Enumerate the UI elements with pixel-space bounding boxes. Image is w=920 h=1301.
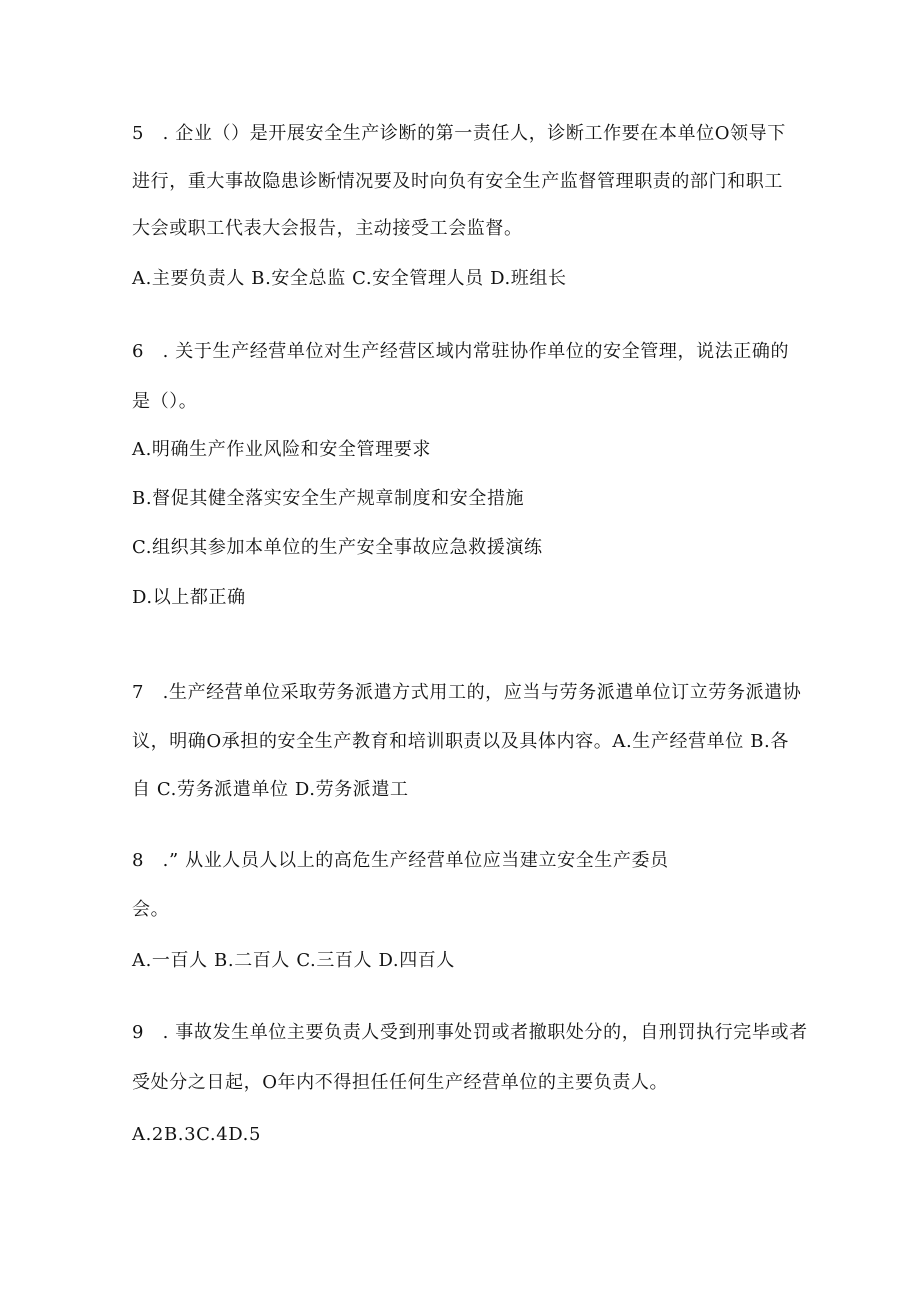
q8-line-1: 8 .” 从业人员人以上的高危生产经营单位应当建立安全生产委员 — [132, 850, 669, 871]
q6-line-1: 6 . 关于生产经营单位对生产经营区域内常驻协作单位的安全管理，说法正确的 — [132, 341, 790, 362]
q9-line-1: 9 . 事故发生单位主要负责人受到刑事处罚或者撤职处分的，自刑罚执行完毕或者 — [132, 1022, 808, 1043]
q6-option-d: D.以上都正确 — [132, 587, 246, 608]
q7-line-1: 7 .生产经营单位采取劳务派遣方式用工的，应当与劳务派遣单位订立劳务派遣协 — [132, 682, 802, 703]
q7-line-2: 议，明确O承担的安全生产教育和培训职责以及具体内容。A.生产经营单位 B.各 — [132, 731, 789, 752]
q9-line-2: 受处分之日起，O年内不得担任任何生产经营单位的主要负责人。 — [132, 1072, 669, 1093]
q5-line-1: 5 . 企业（）是开展安全生产诊断的第一责任人，诊断工作要在本单位O领导下 — [132, 123, 786, 144]
q7-line-3: 自 C.劳务派遣单位 D.劳务派遣工 — [132, 779, 409, 800]
q5-line-3: 大会或职工代表大会报告，主动接受工会监督。 — [132, 218, 523, 239]
q6-option-c: C.组织其参加本单位的生产安全事故应急救援演练 — [132, 537, 543, 558]
q6-option-a: A.明确生产作业风险和安全管理要求 — [132, 439, 431, 460]
q5-line-2: 进行，重大事故隐患诊断情况要及时向负有安全生产监督管理职责的部门和职工 — [132, 171, 783, 192]
q8-line-2: 会。 — [132, 899, 170, 920]
q5-options: A.主要负责人 B.安全总监 C.安全管理人员 D.班组长 — [132, 268, 567, 289]
q6-option-b: B.督促其健全落实安全生产规章制度和安全措施 — [132, 488, 525, 509]
q8-options: A.一百人 B.二百人 C.三百人 D.四百人 — [132, 950, 455, 971]
q9-options: A.2B.3C.4D.5 — [132, 1124, 262, 1145]
q6-line-2: 是（）。 — [132, 391, 198, 412]
